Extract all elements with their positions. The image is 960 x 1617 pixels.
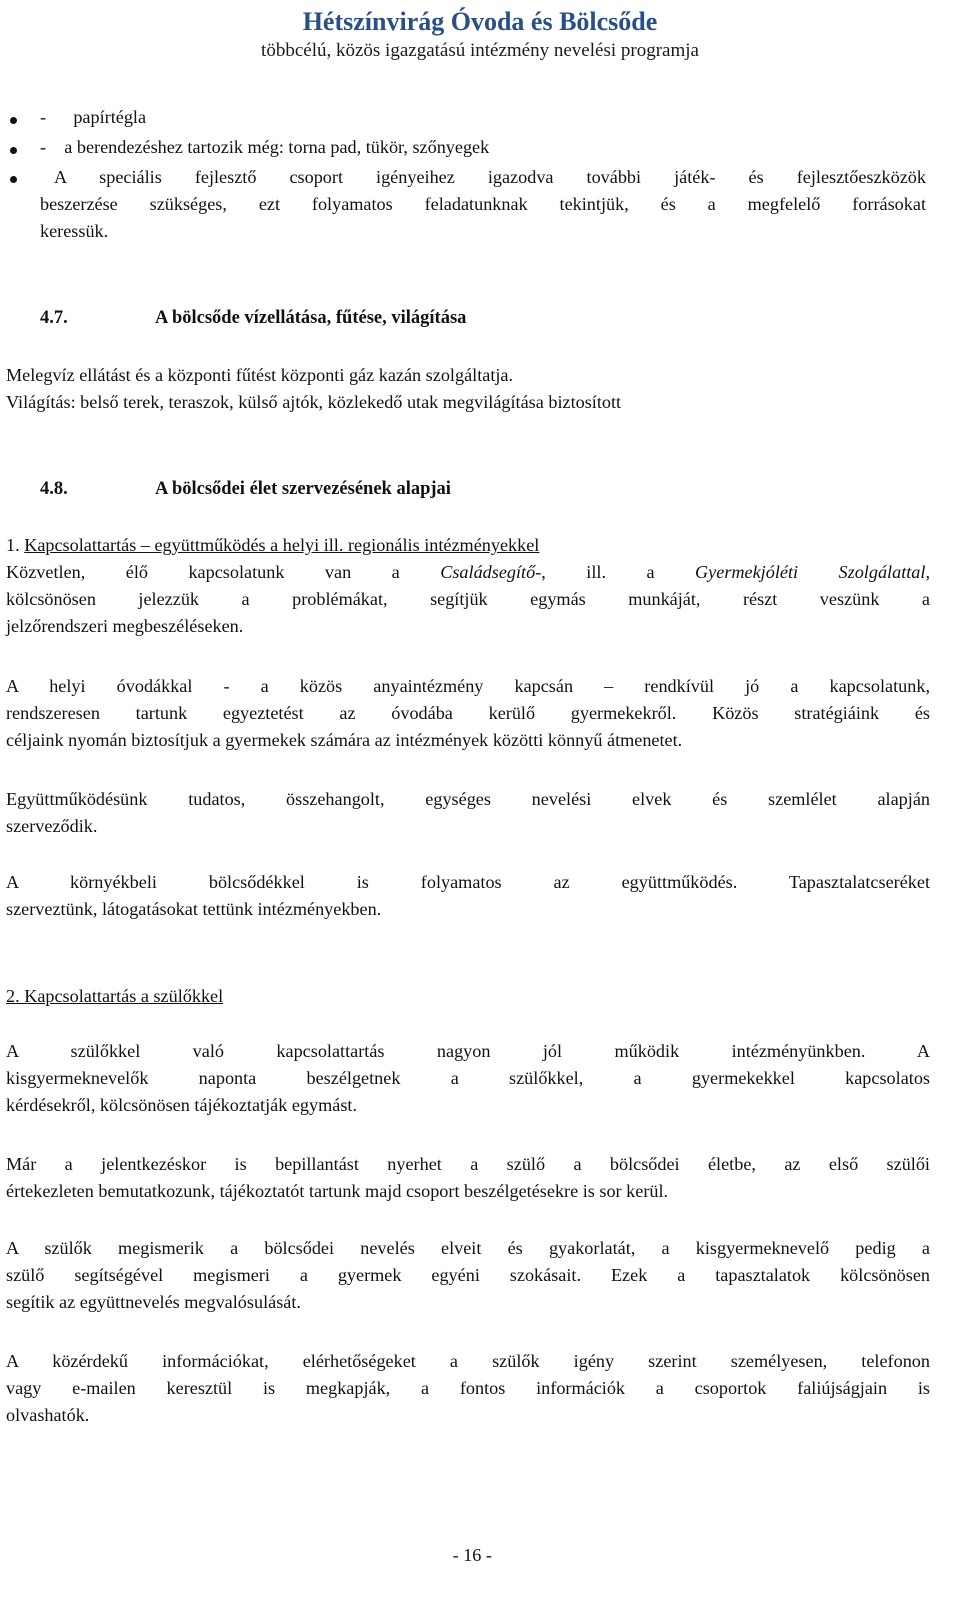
paragraph-line: Már a jelentkezéskor is bepillantást nyerhet a szülő a bölcsődei életbe, az első szülői bbox=[6, 1154, 930, 1174]
paragraph-line: kölcsönösen jelezzük a problémákat, segítjük egymás munkáját, részt veszünk a bbox=[6, 589, 930, 609]
paragraph-line: Együttműködésünk tudatos, összehangolt, egységes nevelési elvek és szemlélet alapján bbox=[6, 789, 930, 809]
paragraph-line: olvashatók. bbox=[6, 1405, 90, 1425]
bullet-dot bbox=[10, 176, 17, 183]
subsection-heading: 1. Kapcsolattartás – együttműködés a helyi ill. regionális intézményekkel bbox=[6, 535, 540, 555]
paragraph-line: segítik az együttnevelés megvalósulását. bbox=[6, 1292, 301, 1312]
bullet-item: A speciális fejlesztő csoport igényeihez igazodva további játék- és fejlesztőeszközök bbox=[54, 167, 926, 187]
paragraph-line: A közérdekű információkat, elérhetőségeket a szülők igény szerint személyesen, telefonon bbox=[6, 1351, 930, 1371]
paragraph-line: A szülőkkel való kapcsolattartás nagyon jól működik intézményünkben. A bbox=[6, 1041, 930, 1061]
paragraph-line: rendszeresen tartunk egyeztetést az óvodába kerülő gyermekekről. Közös stratégiáink és bbox=[6, 703, 930, 723]
section-title: A bölcsődei élet szervezésének alapjai bbox=[155, 479, 451, 499]
paragraph-line: A helyi óvodákkal - a közös anyaintézmény kapcsán – rendkívül jó a kapcsolatunk, bbox=[6, 676, 930, 696]
paragraph-line: A környékbeli bölcsődékkel is folyamatos az együttműködés. Tapasztalatcseréket bbox=[6, 872, 930, 892]
bullet-item-cont: beszerzése szükséges, ezt folyamatos feladatunknak tekintjük, és a megfelelő forrásokat bbox=[40, 194, 926, 214]
paragraph-line: kérdésekről, kölcsönösen tájékoztatják egymást. bbox=[6, 1095, 358, 1115]
bullet-item-cont: keressük. bbox=[40, 221, 109, 241]
paragraph-line: jelzőrendszeri megbeszéléseken. bbox=[6, 616, 244, 636]
section-number: 4.7. bbox=[40, 308, 68, 328]
paragraph-line: szülő segítségével megismeri a gyermek egyéni szokásait. Ezek a tapasztalatok kölcsönösen bbox=[6, 1265, 930, 1285]
paragraph-line: Világítás: belső terek, teraszok, külső ajtók, közlekedő utak megvilágítása biztosított bbox=[6, 392, 622, 412]
paragraph-line: szerveztünk, látogatásokat tettünk intézményekben. bbox=[6, 899, 382, 919]
paragraph-line: szerveződik. bbox=[6, 816, 98, 836]
paragraph-line: Közvetlen, élő kapcsolatunk van a Családsegítő-, ill. a Gyermekjóléti Szolgálattal, bbox=[6, 562, 930, 582]
page-footer bbox=[0, 1545, 960, 1566]
paragraph-line: Melegvíz ellátást és a központi fűtést központi gáz kazán szolgáltatja. bbox=[6, 365, 514, 385]
section-number: 4.8. bbox=[40, 479, 68, 499]
program-subtitle: többcélú, közös igazgatású intézmény nevelési programja bbox=[261, 40, 699, 61]
page-number: - 16 - bbox=[452, 1545, 492, 1565]
bullet-dot bbox=[10, 147, 17, 154]
subsection-heading: 2. Kapcsolattartás a szülőkkel bbox=[6, 986, 224, 1006]
institution-title: Hétszínvirág Óvoda és Bölcsőde bbox=[302, 7, 658, 36]
bullet-item: - papírtégla bbox=[40, 107, 147, 127]
paragraph-line: A szülők megismerik a bölcsődei nevelés elveit és gyakorlatát, a kisgyermeknevelő pedig a bbox=[6, 1238, 930, 1258]
paragraph-line: céljaink nyomán biztosítjuk a gyermekek számára az intézmények közötti könnyű átmenetet. bbox=[6, 730, 683, 750]
bullet-dot bbox=[10, 117, 17, 124]
paragraph-line: vagy e-mailen keresztül is megkapják, a fontos információk a csoportok faliújságjain is bbox=[6, 1378, 930, 1398]
paragraph-line: értekezleten bemutatkozunk, tájékoztatót tartunk majd csoport beszélgetésekre is sor kerül. bbox=[6, 1181, 669, 1201]
paragraph-line: kisgyermeknevelők naponta beszélgetnek a szülőkkel, a gyermekekkel kapcsolatos bbox=[6, 1068, 930, 1088]
bullet-item: - a berendezéshez tartozik még: torna pad, tükör, szőnyegek bbox=[40, 137, 490, 157]
section-title: A bölcsőde vízellátása, fűtése, világítása bbox=[155, 308, 467, 328]
page-header bbox=[0, 6, 960, 63]
